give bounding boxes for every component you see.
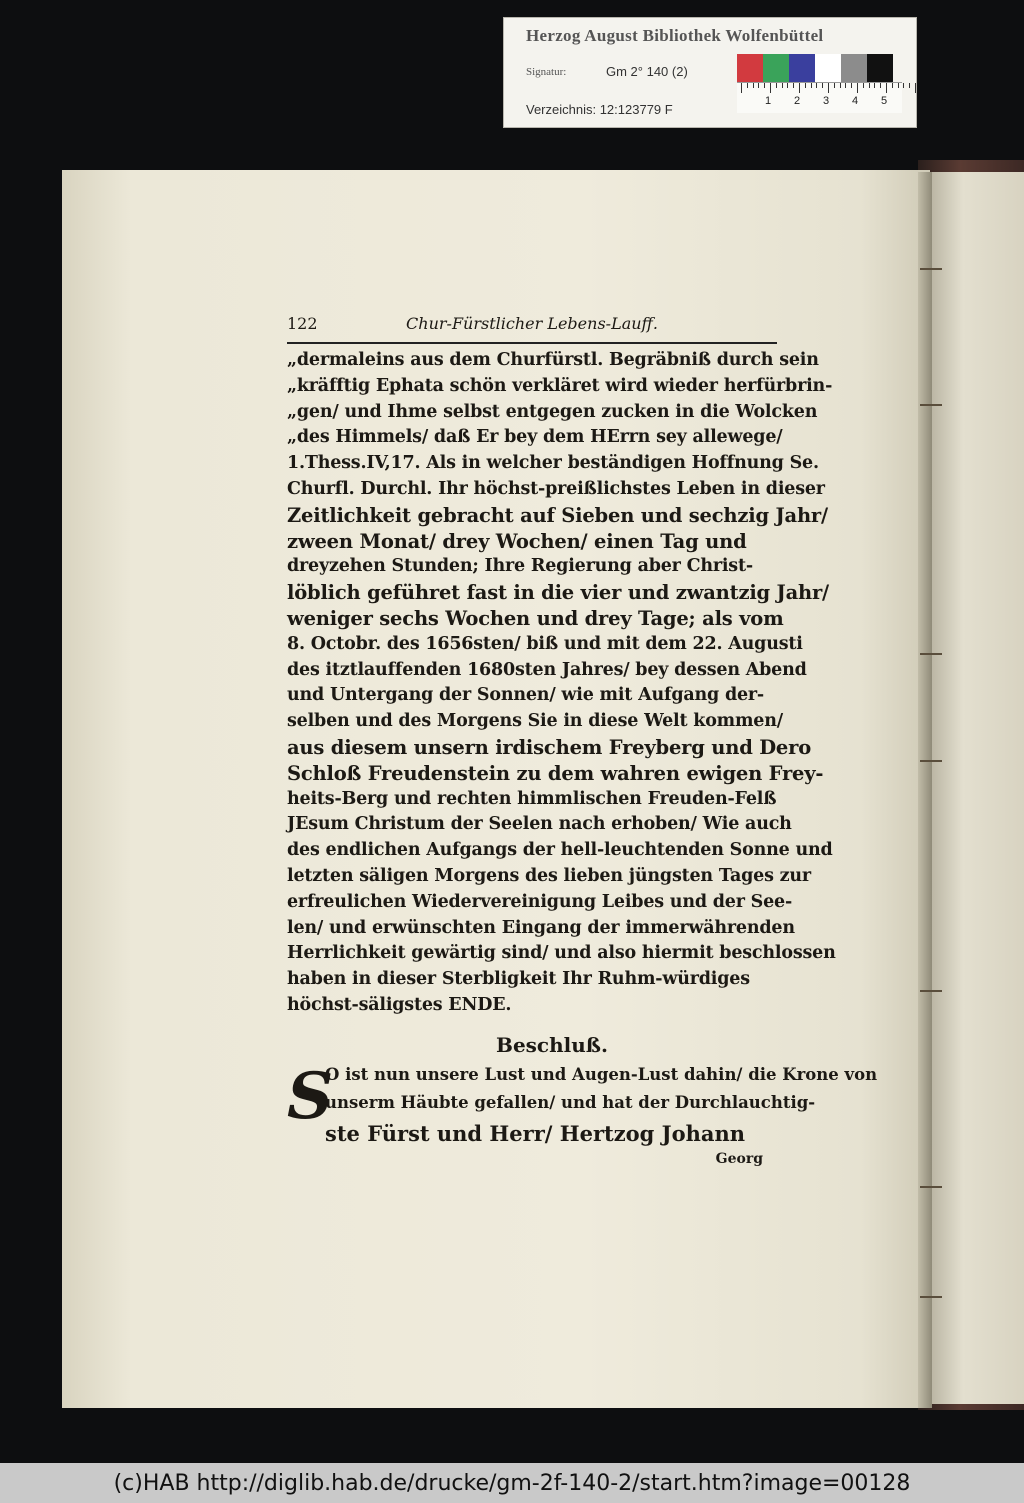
color-swatch xyxy=(867,54,893,82)
binding-stitch xyxy=(920,990,942,992)
signature-value: Gm 2° 140 (2) xyxy=(606,64,688,79)
ruler-tick xyxy=(874,83,875,88)
ruler-tick xyxy=(915,83,916,93)
text-line: „gen/ und Ihme selbst entgegen zucken in die Wolcken xyxy=(287,401,818,422)
text-line: Zeitlichkeit gebracht auf Sieben und sechzig Jahr/ xyxy=(287,503,828,527)
scale-ruler xyxy=(737,82,902,113)
ruler-number: 2 xyxy=(794,95,801,107)
color-calibration-strip xyxy=(737,54,893,82)
ruler-tick xyxy=(787,83,788,88)
binding-stitch xyxy=(920,1296,942,1298)
color-swatch xyxy=(815,54,841,82)
text-line: des itztlauffenden 1680sten Jahres/ bey dessen Abend xyxy=(287,659,807,680)
color-swatch xyxy=(737,54,763,82)
ruler-tick xyxy=(863,83,864,88)
body-text xyxy=(287,348,836,1019)
text-line: O ist nun unsere Lust und Augen-Lust dahin/ die Krone von xyxy=(325,1064,878,1084)
binding-stitch xyxy=(920,404,942,406)
binding-stitch xyxy=(920,1186,942,1188)
ruler-tick xyxy=(799,83,800,93)
printed-text-block xyxy=(287,314,878,1167)
text-line: haben in dieser Sterbligkeit Ihr Ruhm-würdiges xyxy=(287,969,750,990)
ruler-tick xyxy=(886,83,887,93)
facing-page xyxy=(930,172,1024,1404)
running-title: Chur-Fürstlicher Lebens-Lauff. xyxy=(406,314,658,333)
text-line: selben und des Morgens Sie in diese Welt kommen/ xyxy=(287,711,783,732)
ruler-tick xyxy=(741,83,742,93)
ruler-tick xyxy=(764,83,765,88)
ruler-tick xyxy=(793,83,794,88)
binding-stitch xyxy=(920,268,942,270)
running-head xyxy=(287,314,777,344)
text-line: „des Himmels/ daß Er bey dem HErrn sey allewege/ xyxy=(287,427,783,448)
text-line: aus diesem unsern irdischem Freyberg und Dero xyxy=(287,735,812,759)
ruler-tick xyxy=(903,83,904,88)
text-line: weniger sechs Wochen und drey Tage; als vom xyxy=(287,606,784,630)
text-line: löblich geführet fast in die vier und zwantzig Jahr/ xyxy=(287,581,829,605)
ruler-tick xyxy=(811,83,812,88)
library-signature-label xyxy=(503,17,917,128)
ruler-tick xyxy=(880,83,881,88)
text-line: heits-Berg und rechten himmlischen Freuden-Felß xyxy=(287,788,777,809)
ruler-tick xyxy=(857,83,858,93)
text-line: len/ und erwünschten Eingang der immerwährenden xyxy=(287,917,795,938)
ruler-tick xyxy=(851,83,852,88)
catalog-number: Verzeichnis: 12:123779 F xyxy=(526,102,673,117)
ruler-tick xyxy=(758,83,759,88)
text-line: 1.Thess.IV,17. Als in welcher beständigen Hoffnung Se. xyxy=(287,453,819,474)
ruler-tick xyxy=(782,83,783,88)
color-swatch xyxy=(789,54,815,82)
ruler-number: 3 xyxy=(823,95,830,107)
text-line: 8. Octobr. des 1656sten/ biß und mit dem 22. Augusti xyxy=(287,633,803,654)
text-line: zween Monat/ drey Wochen/ einen Tag und xyxy=(287,529,747,553)
ruler-tick xyxy=(816,83,817,88)
text-line: dreyzehen Stunden; Ihre Regierung aber Christ- xyxy=(287,556,753,577)
text-line: letzten säligen Morgens des lieben jüngsten Tages zur xyxy=(287,865,811,886)
ruler-number: 5 xyxy=(881,95,888,107)
text-line: erfreulichen Wiedervereinigung Leibes und der See- xyxy=(287,891,793,912)
section-heading: Beschluß. xyxy=(496,1032,608,1057)
ruler-tick xyxy=(834,83,835,88)
catchword: Georg xyxy=(715,1150,763,1167)
signature-label: Signatur: xyxy=(526,66,567,78)
color-swatch xyxy=(763,54,789,82)
text-line: unserm Häubte gefallen/ und hat der Durchlauchtig- xyxy=(325,1092,816,1112)
drop-cap: S xyxy=(287,1058,334,1134)
ruler-tick xyxy=(840,83,841,88)
text-line: Schloß Freudenstein zu dem wahren ewigen Frey- xyxy=(287,761,824,785)
ruler-tick xyxy=(869,83,870,88)
ruler-tick xyxy=(770,83,771,93)
text-line: und Untergang der Sonnen/ wie mit Aufgang der- xyxy=(287,685,764,706)
ruler-tick xyxy=(776,83,777,88)
text-line: Churfl. Durchl. Ihr höchst-preißlichstes Leben in dieser xyxy=(287,478,825,499)
color-swatch xyxy=(841,54,867,82)
ruler-tick xyxy=(805,83,806,88)
ruler-tick xyxy=(828,83,829,93)
binding-stitch xyxy=(920,653,942,655)
ruler-tick xyxy=(822,83,823,88)
page-gutter xyxy=(918,172,932,1408)
ruler-tick xyxy=(747,83,748,88)
library-name: Herzog August Bibliothek Wolfenbüttel xyxy=(526,26,824,45)
text-line: Herrlichkeit gewärtig sind/ und also hiermit beschlossen xyxy=(287,943,836,964)
text-line: ste Fürst und Herr/ Hertzog Johann xyxy=(325,1120,745,1146)
copyright-footer xyxy=(0,1463,1024,1503)
ruler-tick xyxy=(892,83,893,88)
ruler-tick xyxy=(753,83,754,88)
ruler-tick xyxy=(909,83,910,88)
conclusion-text xyxy=(287,1058,878,1167)
binding-stitch xyxy=(920,760,942,762)
copyright-url: (c)HAB http://diglib.hab.de/drucke/gm-2f-140-2/start.htm?image=00128 xyxy=(113,1470,911,1496)
text-line: des endlichen Aufgangs der hell-leuchtenden Sonne und xyxy=(287,840,833,861)
ruler-number: 4 xyxy=(852,95,859,107)
text-line: „kräfftig Ephata schön verkläret wird wieder herfürbrin- xyxy=(287,375,833,396)
ruler-tick xyxy=(845,83,846,88)
text-line: JEsum Christum der Seelen nach erhoben/ Wie auch xyxy=(287,814,792,835)
text-line: höchst-säligstes ENDE. xyxy=(287,994,512,1015)
ruler-tick xyxy=(898,83,899,88)
page-number: 122 xyxy=(287,314,318,333)
ruler-number: 1 xyxy=(765,95,772,107)
text-line: „dermaleins aus dem Churfürstl. Begräbniß durch sein xyxy=(287,350,819,370)
